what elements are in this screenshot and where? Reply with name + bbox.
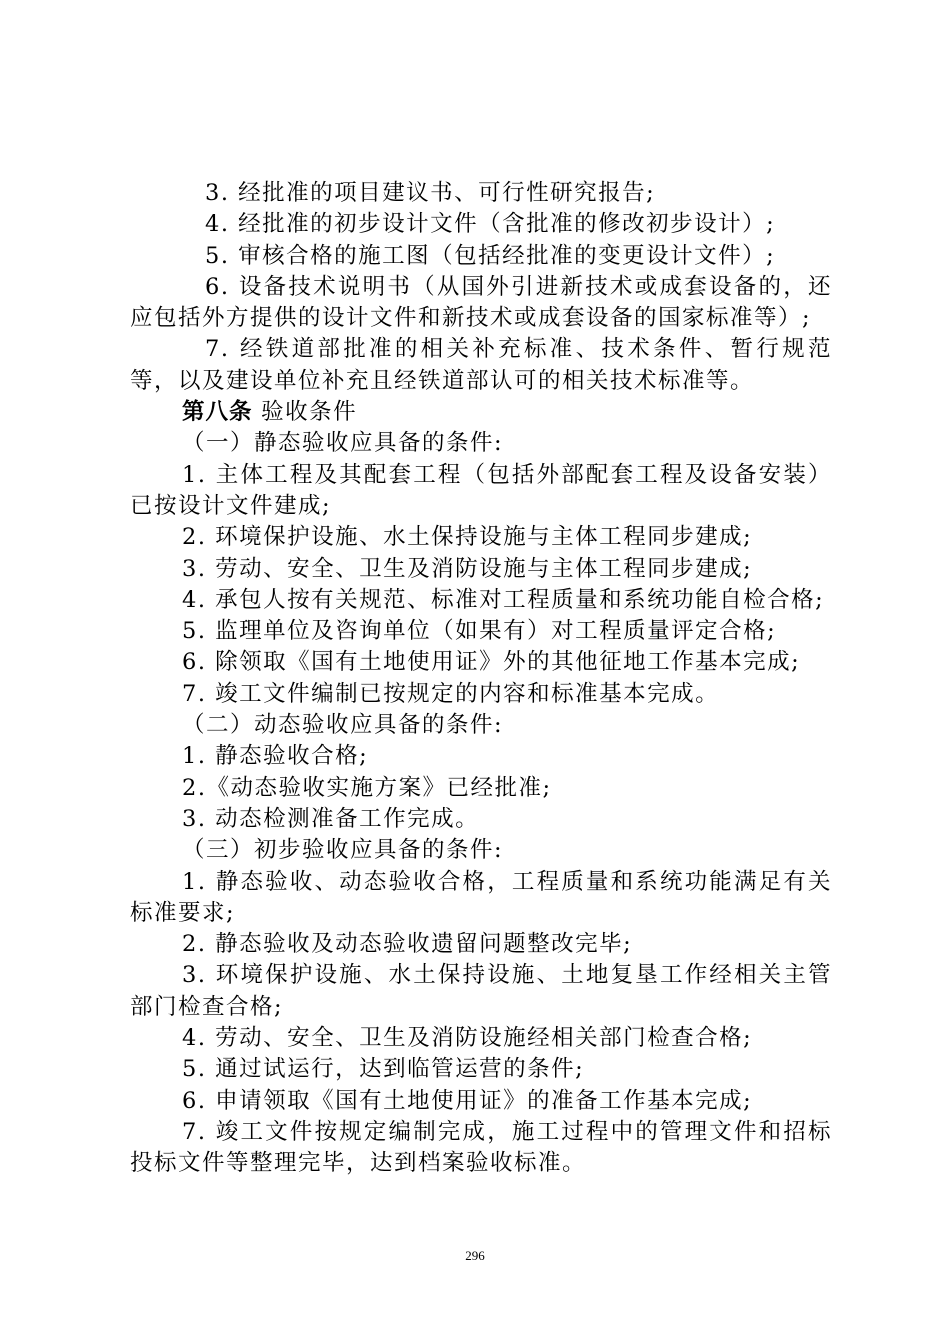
dynamic-item-1: 1. 静态验收合格;: [182, 743, 369, 770]
paragraph-item-3: 3. 经批准的项目建议书、可行性研究报告;: [205, 180, 656, 206]
article-heading: [130, 397, 832, 428]
preliminary-item-1: 1. 静态验收、动态验收合格，工程质量和系统功能满足有关标准要求;: [130, 868, 832, 926]
preliminary-item-3: 3. 环境保护设施、水土保持设施、土地复垦工作经相关主管部门检查合格;: [130, 962, 832, 1020]
document-body: [130, 178, 832, 1180]
static-item-4: 4. 承包人按有关规范、标准对工程质量和系统功能自检合格;: [182, 586, 825, 613]
static-item-2: 2. 环境保护设施、水土保持设施与主体工程同步建成;: [182, 524, 753, 551]
static-item-5: 5. 监理单位及咨询单位（如果有）对工程质量评定合格;: [182, 618, 777, 645]
paragraph-item-7: 7. 经铁道部批准的相关补充标准、技术条件、暂行规范等，以及建设单位补充且经铁道部认可的相关技术标准等。: [130, 336, 832, 394]
preliminary-item-6: 6. 申请领取《国有土地使用证》的准备工作基本完成;: [182, 1087, 753, 1114]
preliminary-item-4: 4. 劳动、安全、卫生及消防设施经相关部门检查合格;: [182, 1025, 753, 1052]
article-title: 验收条件: [252, 399, 358, 426]
preliminary-item-5: 5. 通过试运行，达到临管运营的条件;: [182, 1056, 585, 1083]
paragraph-item-6: 6. 设备技术说明书（从国外引进新技术或成套设备的，还应包括外方提供的设计文件和新技术或成套设备的国家标准等）;: [130, 273, 832, 332]
dynamic-item-2: 2.《动态验收实施方案》已经批准;: [182, 774, 552, 801]
dynamic-item-3: 3. 动态检测准备工作完成。: [182, 805, 480, 832]
static-item-6: 6. 除领取《国有土地使用证》外的其他征地工作基本完成;: [182, 649, 801, 676]
article-label: 第八条: [182, 399, 253, 426]
section-heading-dynamic: （二）动态验收应具备的条件:: [182, 712, 504, 739]
page-number: 296: [465, 1248, 485, 1263]
paragraph-item-5: 5. 审核合格的施工图（包括经批准的变更设计文件）;: [205, 242, 776, 269]
section-heading-preliminary: （三）初步验收应具备的条件:: [182, 837, 504, 864]
section-heading-static: （一）静态验收应具备的条件:: [182, 430, 504, 457]
static-item-1: 1. 主体工程及其配套工程（包括外部配套工程及设备安装）已按设计文件建成;: [130, 461, 832, 519]
static-item-3: 3. 劳动、安全、卫生及消防设施与主体工程同步建成;: [182, 555, 753, 582]
static-item-7: 7. 竣工文件编制已按规定的内容和标准基本完成。: [182, 680, 720, 707]
paragraph-item-4: 4. 经批准的初步设计文件（含批准的修改初步设计）;: [205, 211, 776, 238]
preliminary-item-2: 2. 静态验收及动态验收遗留问题整改完毕;: [182, 931, 633, 958]
preliminary-item-7: 7. 竣工文件按规定编制完成，施工过程中的管理文件和招标投标文件等整理完毕，达到档案验收标准。: [130, 1118, 832, 1177]
